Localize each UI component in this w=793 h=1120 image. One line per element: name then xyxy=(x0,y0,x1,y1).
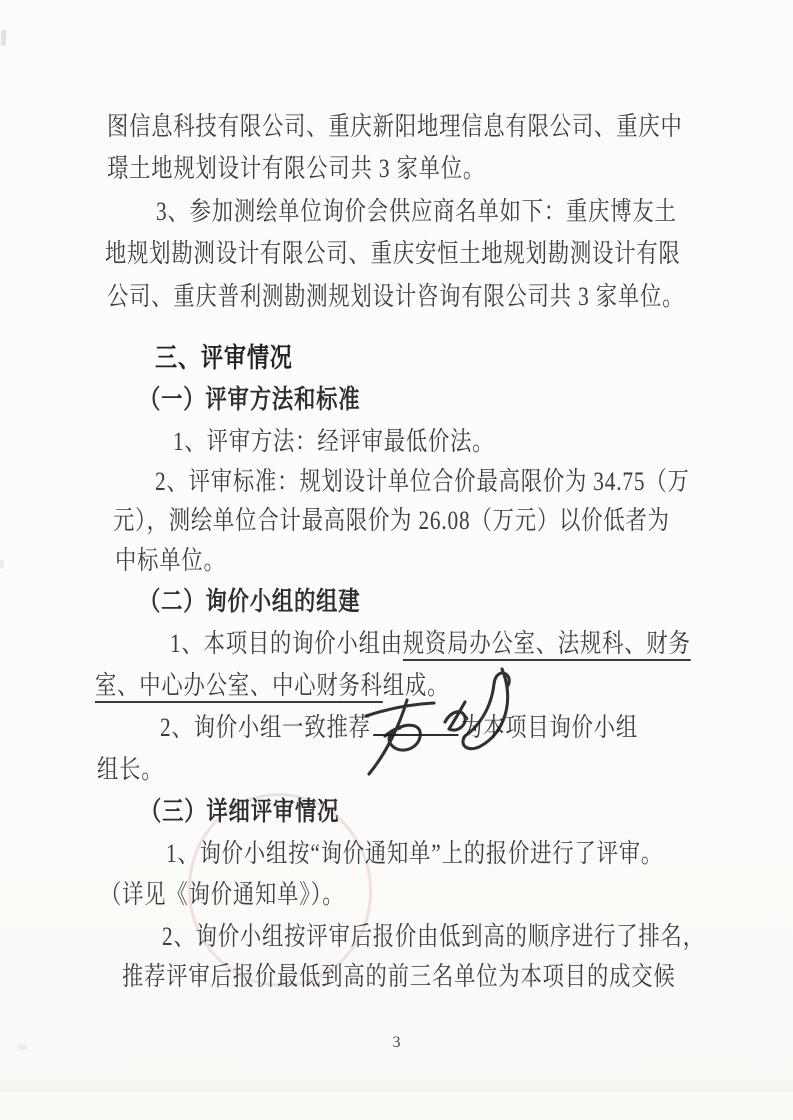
doc-line: （详见《询价通知单》）。 xyxy=(100,880,345,909)
doc-line: 1、询价小组按“询价通知单”上的报价进行了评审。 xyxy=(166,839,663,868)
doc-line xyxy=(170,623,691,660)
signature-blank-line xyxy=(373,711,458,736)
doc-line: 2、评审标准：规划设计单位合价最高限价为 34.75（万 xyxy=(155,467,690,496)
scan-artifact xyxy=(0,560,4,569)
doc-line: 图信息科技有限公司、重庆新阳地理信息有限公司、重庆中 xyxy=(107,112,683,141)
page-number: 3 xyxy=(392,1034,401,1051)
line-text: 2、询价小组一致推荐 xyxy=(160,713,371,742)
line-text: 1、本项目的询价小组由 xyxy=(170,629,403,658)
doc-line: 地规划勘测设计有限公司、重庆安恒土地规划勘测设计有限 xyxy=(105,239,681,268)
doc-line: 1、评审方法：经评审最低价法。 xyxy=(173,427,495,456)
subsection-heading: （二）询价小组的组建 xyxy=(139,587,361,616)
doc-line: 璟土地规划设计有限公司共 3 家单位。 xyxy=(107,154,486,183)
doc-line: 中标单位。 xyxy=(115,546,226,575)
doc-line: 元），测绘单位合计最高限价为 26.08（万元）以价低者为 xyxy=(113,506,670,535)
scan-artifact xyxy=(1,30,6,46)
line-text: 为本项目询价小组 xyxy=(460,713,639,742)
subsection-heading: （三）详细评审情况 xyxy=(140,797,340,826)
underlined-text: 规资局办公室、法规科、财务 xyxy=(402,629,691,658)
underlined-text: 室、中心办公室、中心财务科 xyxy=(95,671,383,700)
doc-line xyxy=(95,665,449,702)
section-heading: 三、评审情况 xyxy=(155,343,293,373)
subsection-heading: （一）评审方法和标准 xyxy=(139,385,361,414)
doc-line: 推荐评审后报价最低到高的前三名单位为本项目的成交候 xyxy=(122,962,676,991)
line-text: 组成。 xyxy=(382,671,450,700)
doc-line: 公司、重庆普利测勘测规划设计咨询有限公司共 3 家单位。 xyxy=(107,282,685,311)
doc-line: 组长。 xyxy=(97,755,164,784)
doc-line xyxy=(160,707,638,744)
doc-line: 3、参加测绘单位询价会供应商名单如下：重庆博友土 xyxy=(156,197,677,226)
scan-artifact-band xyxy=(0,1080,793,1092)
doc-line: 2、询价小组按评审后报价由低到高的顺序进行了排名， xyxy=(162,922,705,951)
